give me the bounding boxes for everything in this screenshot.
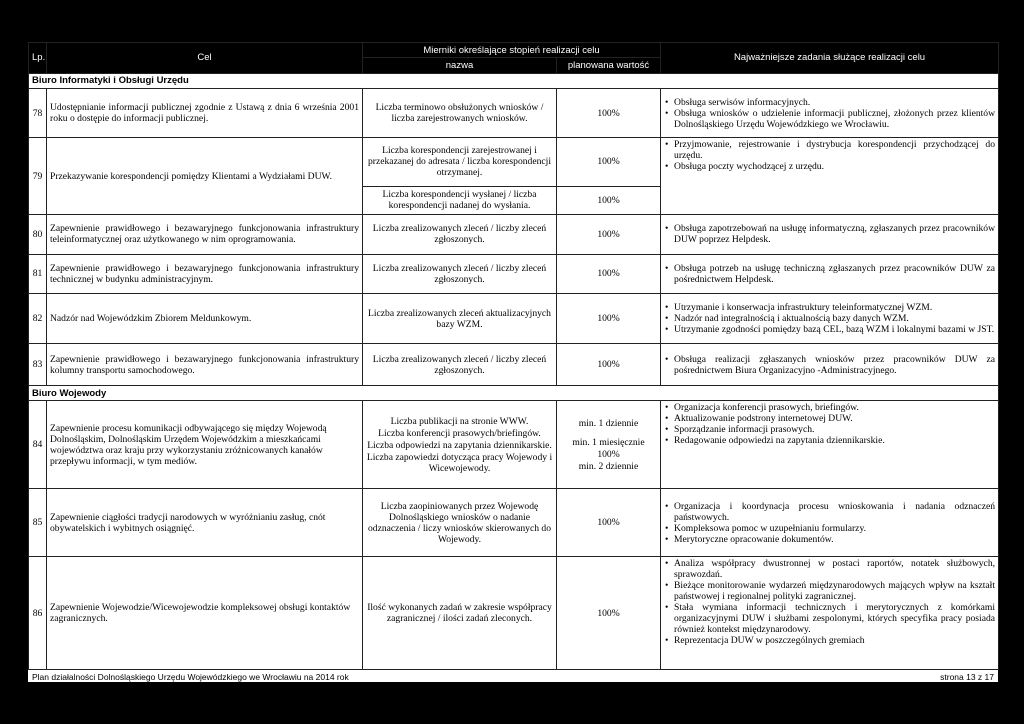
row-number: 80 — [29, 215, 47, 254]
table-row — [29, 254, 999, 293]
task-item: • Bieżące monitorowanie wydarzeń międzynarodowych mających wpływ na kształt państwowej i regionalnej polityki zagranicznej. — [674, 580, 995, 602]
planned-value: 100% — [597, 448, 620, 460]
task-item: • Przyjmowanie, rejestrowanie i dystrybucja korespondencji przychodzącej do urzędu. — [674, 139, 995, 161]
goal-text: Zapewnienie procesu komunikacji odbywającego się między Wojewodą Dolnośląskim, Dolnośląskim Urzędem Wojewódzkim a mieszkańcami województwa oraz kraju przy wykorzystaniu zróżnicowanych kanałów przepływu informacji, w tym mediów. — [47, 401, 363, 489]
planned-value: 100% — [557, 293, 661, 343]
task-item: • Obsługa poczty wychodzącej z urzędu. — [674, 161, 995, 172]
tasks-cell — [661, 557, 999, 670]
row-number: 78 — [29, 89, 47, 138]
indicator-name: Liczba zapowiedzi dotycząca pracy Wojewody i Wicewojewody. — [366, 451, 553, 474]
indicator-name: Liczba publikacji na stronie WWW. — [390, 415, 529, 427]
task-item: • Utrzymanie zgodności pomiędzy bazą CEL, bazą WZM i lokalnymi bazami w JST. — [674, 324, 995, 335]
goal-text: Zapewnienie prawidłowego i bezawaryjnego funkcjonowania infrastruktury technicznej w budynku administracyjnym. — [47, 254, 363, 293]
row-number: 86 — [29, 557, 47, 670]
tasks-cell — [661, 254, 999, 293]
indicator-name: Liczba korespondencji wysłanej / liczba korespondencji nadanej do wysłania. — [363, 186, 557, 215]
indicator-list — [363, 401, 557, 489]
planned-value: min. 1 miesięcznie — [572, 436, 645, 448]
task-item: • Merytoryczne opracowanie dokumentów. — [674, 534, 995, 545]
planned-value: 100% — [557, 138, 661, 186]
header-mierniki: Mierniki określające stopień realizacji celu — [363, 43, 661, 58]
planned-value: 100% — [557, 89, 661, 138]
indicator-name: Liczba odpowiedzi na zapytania dziennikarskie. — [367, 439, 552, 451]
tasks-cell — [661, 401, 999, 489]
table-row — [29, 293, 999, 343]
indicator-name: Liczba terminowo obsłużonych wniosków / liczba zarejestrowanych wniosków. — [363, 89, 557, 138]
planned-value: min. 1 dziennie — [578, 417, 639, 429]
table-row — [29, 138, 999, 186]
task-item: • Reprezentacja DUW w poszczególnych gremiach — [674, 635, 995, 646]
planned-value: 100% — [557, 344, 661, 386]
tasks-cell — [661, 489, 999, 557]
task-item: • Kompleksowa pomoc w uzupełnianiu formularzy. — [674, 523, 995, 534]
task-item: • Organizacja i koordynacja procesu wnioskowania i nadania odznaczeń państwowych. — [674, 501, 995, 523]
goal-text: Udostępnianie informacji publicznej zgodnie z Ustawą z dnia 6 września 2001 roku o dostępie do informacji publicznej. — [47, 89, 363, 138]
indicator-name: Liczba zrealizowanych zleceń / liczby zleceń zgłoszonych. — [363, 254, 557, 293]
tasks-cell — [661, 293, 999, 343]
tasks-cell — [661, 215, 999, 254]
planned-value: 100% — [557, 557, 661, 670]
row-number: 84 — [29, 401, 47, 489]
header-lp: Lp. — [29, 43, 47, 74]
section-title: Biuro Wojewody — [29, 386, 999, 401]
indicator-name: Liczba zrealizowanych zleceń aktualizacyjnych bazy WZM. — [363, 293, 557, 343]
row-number: 81 — [29, 254, 47, 293]
page-number: strona 13 z 17 — [940, 672, 994, 682]
header-planowana: planowana wartość — [557, 58, 661, 73]
header-nazwa: nazwa — [363, 58, 557, 73]
task-item: • Obsługa serwisów informacyjnych. — [674, 97, 995, 108]
indicator-name: Liczba zrealizowanych zleceń / liczby zleceń zgłoszonych. — [363, 215, 557, 254]
table-row — [29, 215, 999, 254]
task-item: • Sporządzanie informacji prasowych. — [674, 424, 995, 435]
indicator-name: Liczba zaopiniowanych przez Wojewodę Dolnośląskiego wniosków o nadanie odznaczenia / liczy wniosków skierowanych do Wojewody. — [363, 489, 557, 557]
goal-text: Przekazywanie korespondencji pomiędzy Klientami a Wydziałami DUW. — [47, 138, 363, 215]
table-row — [29, 401, 999, 489]
tasks-cell — [661, 138, 999, 215]
tasks-cell — [661, 89, 999, 138]
planned-value: 100% — [557, 215, 661, 254]
row-number: 85 — [29, 489, 47, 557]
row-number: 79 — [29, 138, 47, 215]
section-title: Biuro Informatyki i Obsługi Urzędu — [29, 73, 999, 88]
header-zadania: Najważniejsze zadania służące realizacji celu — [661, 43, 999, 74]
table-row — [29, 557, 999, 670]
indicator-name: Ilość wykonanych zadań w zakresie współpracy zagranicznej / ilości zadań zleconych. — [363, 557, 557, 670]
table-row — [29, 89, 999, 138]
task-item: • Stała wymiana informacji technicznych i merytorycznych z komórkami organizacyjnymi DUW i służbami zespolonymi, których specyfika pracy posiada również kontekst międzynarodowy. — [674, 602, 995, 635]
task-item: • Analiza współpracy dwustronnej w postaci raportów, notatek służbowych, sprawozdań. — [674, 558, 995, 580]
goal-text: Zapewnienie prawidłowego i bezawaryjnego funkcjonowania infrastruktury teleinformatycznej oraz użytkowanego w nim oprogramowania. — [47, 215, 363, 254]
planned-value: 100% — [557, 186, 661, 215]
indicator-name: Liczba zrealizowanych zleceń / liczby zleceń zgłoszonych. — [363, 344, 557, 386]
planned-value-list — [557, 401, 661, 489]
header-cel: Cel — [47, 43, 363, 74]
row-number: 83 — [29, 344, 47, 386]
footer-document-title: Plan działalności Dolnośląskiego Urzędu Wojewódzkiego we Wrocławiu na 2014 rok — [32, 672, 349, 682]
planned-value: min. 2 dziennie — [578, 460, 639, 472]
goal-text: Zapewnienie Wojewodzie/Wicewojewodzie kompleksowej obsługi kontaktów zagranicznych. — [47, 557, 363, 670]
task-item: • Utrzymanie i konserwacja infrastruktury teleinformatycznej WZM. — [674, 302, 995, 313]
table-row — [29, 489, 999, 557]
planned-value: 100% — [557, 489, 661, 557]
table-row — [29, 344, 999, 386]
tasks-cell — [661, 344, 999, 386]
task-item: • Obsługa potrzeb na usługę techniczną zgłaszanych przez pracowników DUW za pośrednictwem Helpdesk. — [674, 263, 995, 285]
goal-text: Zapewnienie prawidłowego i bezawaryjnego funkcjonowania infrastruktury kolumny transportu samochodowego. — [47, 344, 363, 386]
indicator-name: Liczba konferencji prasowych/briefingów. — [378, 427, 541, 439]
indicator-name: Liczba korespondencji zarejestrowanej i przekazanej do adresata / liczba korespondencji otrzymanej. — [363, 138, 557, 186]
row-number: 82 — [29, 293, 47, 343]
plan-table — [28, 42, 999, 670]
task-item: • Obsługa wniosków o udzielenie informacji publicznej, złożonych przez klientów Dolnośląskiego Urzędu Wojewódzkiego we Wrocławiu. — [674, 108, 995, 130]
task-item: • Obsługa realizacji zgłaszanych wniosków przez pracowników DUW za pośrednictwem Biura Organizacyjno -Administracyjnego. — [674, 354, 995, 376]
task-item: • Organizacja konferencji prasowych, briefingów. — [674, 402, 995, 413]
task-item: • Aktualizowanie podstrony internetowej DUW. — [674, 413, 995, 424]
document-page — [28, 42, 998, 682]
task-item: • Redagowanie odpowiedzi na zapytania dziennikarskie. — [674, 435, 995, 446]
planned-value: 100% — [557, 254, 661, 293]
goal-text: Zapewnienie ciągłości tradycji narodowych w wyróżnianiu zasług, cnót obywatelskich i wybitnych osiągnięć. — [47, 489, 363, 557]
goal-text: Nadzór nad Wojewódzkim Zbiorem Meldunkowym. — [47, 293, 363, 343]
task-item: • Nadzór nad integralnością i aktualnością bazy danych WZM. — [674, 313, 995, 324]
task-item: • Obsługa zapotrzebowań na usługę informatyczną, zgłaszanych przez pracowników DUW poprzez Helpdesk. — [674, 223, 995, 245]
